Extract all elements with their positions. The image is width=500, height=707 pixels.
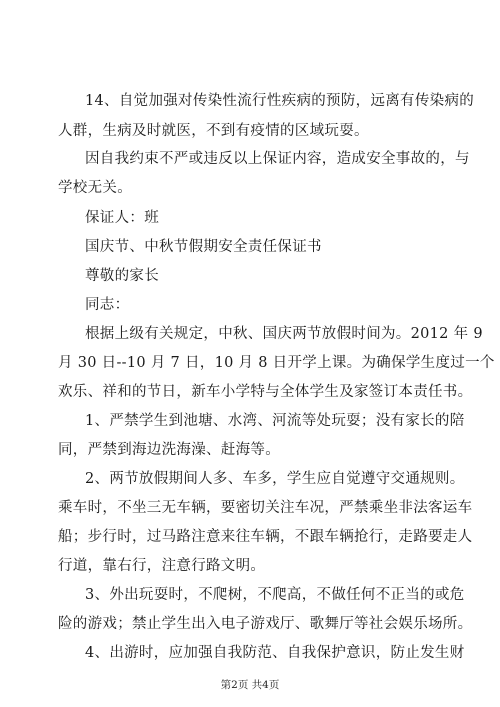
text-line: 同，严禁到海边洗海澡、赶海等。 — [58, 442, 280, 458]
text-line: 根据上级有关规定，中秋、国庆两节放假时间为。2012 年 9 — [85, 326, 483, 342]
text-line: 3、外出玩耍时，不爬树，不爬高，不做任何不正当的或危 — [85, 587, 465, 603]
salutation: 同志： — [85, 297, 130, 313]
text-line: 2、两节放假期间人多、车多，学生应自觉遵守交通规则。 — [85, 471, 465, 487]
text-line: 欢乐、祥和的节日，新车小学特与全体学生及家签订本责任书。 — [58, 384, 473, 400]
text-line: 保证人：班 — [85, 210, 159, 226]
text-line: 险的游戏；禁止学生出入电子游戏厅、歌舞厅等社会娱乐场所。 — [58, 616, 473, 632]
text-line: 1、严禁学生到池塘、水湾、河流等处玩耍；没有家长的陪 — [85, 413, 465, 429]
text-line: 14、自觉加强对传染性流行性疾病的预防，远离有传染病的 — [85, 93, 475, 109]
text-line: 月 30 日--10 月 7 日，10 月 8 日开学上课。为确保学生度过一个 — [58, 355, 495, 371]
text-line: 船；步行时，过马路注意来往车辆，不跟车辆抢行，走路要走人 — [58, 529, 473, 545]
text-line: 行道，靠右行，注意行路文明。 — [58, 558, 266, 574]
text-line: 学校无关。 — [58, 180, 132, 196]
text-line: 人群，生病及时就医，不到有疫情的区域玩耍。 — [58, 123, 369, 139]
text-line: 乘车时，不坐三无车辆，要密切关注车况，严禁乘坐非法客运车 — [58, 500, 473, 516]
page-number: 第2页 共4页 — [220, 679, 280, 691]
text-line: 因自我约束不严或违反以上保证内容，造成安全事故的，与 — [85, 151, 470, 167]
text-line: 4、出游时，应加强自我防范、自我保护意识，防止发生财 — [85, 645, 465, 661]
document-title: 国庆节、中秋节假期安全责任保证书 — [85, 239, 322, 255]
salutation: 尊敬的家长 — [85, 268, 159, 284]
